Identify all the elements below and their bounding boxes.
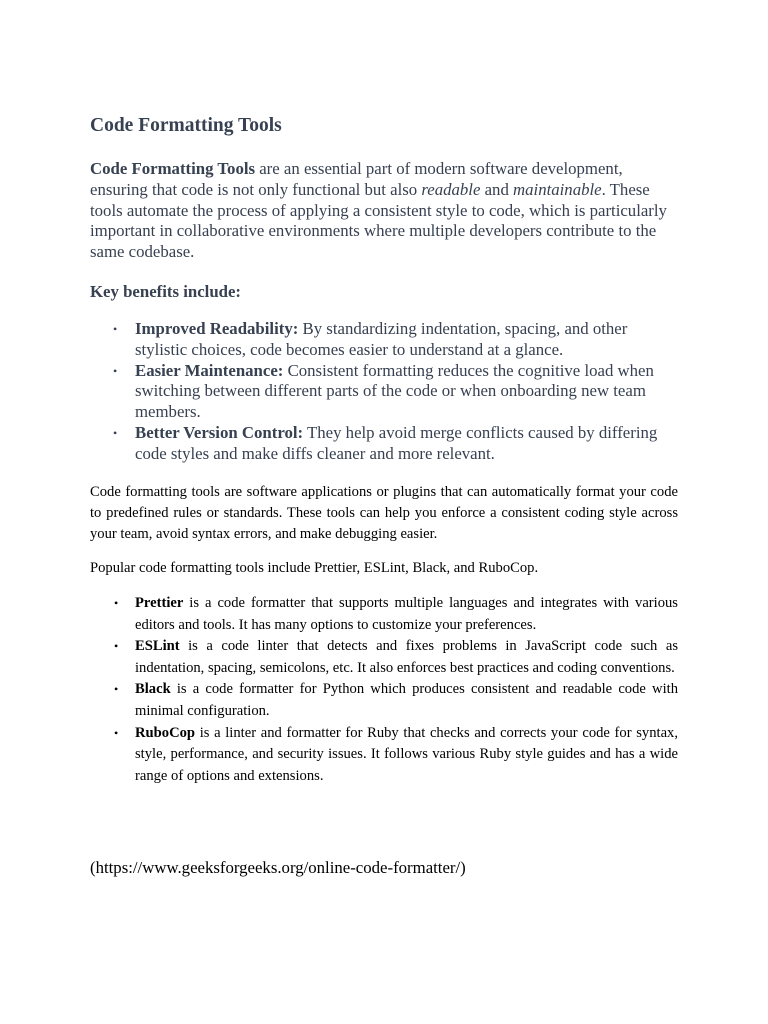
benefit-term: Easier Maintenance:	[135, 360, 284, 380]
bullet-icon: •	[113, 425, 118, 440]
tool-name: Prettier	[135, 595, 184, 611]
bullet-icon: •	[113, 363, 118, 378]
list-item	[90, 423, 680, 465]
benefit-description: By standardizing indentation, spacing, and other stylistic choices, code becomes easier to understand at a glance.	[135, 319, 628, 359]
bullet-icon: •	[114, 725, 119, 740]
tool-description: is a code formatter for Python which produces consistent and readable code with minimal configuration.	[135, 681, 678, 719]
intro-text-1: are an essential part of modern software development, ensuring that code is not only functional but also	[90, 159, 623, 199]
intro-paragraph	[90, 159, 680, 263]
list-item	[90, 361, 680, 423]
benefit-description: They help avoid merge conflicts caused by differing code styles and make diffs cleaner and more relevant.	[135, 422, 658, 463]
body-paragraph-1: Code formatting tools are software applications or plugins that can automatically format your code to predefined rules or standards. These tools can help you enforce a consistent coding style across your team, avoid syntax errors, and make debugging easier.	[90, 484, 678, 542]
bullet-icon: •	[114, 596, 119, 610]
list-item	[90, 723, 678, 788]
tool-name: ESLint	[135, 638, 180, 655]
tool-name: Black	[135, 681, 171, 698]
bullet-icon: •	[114, 682, 119, 697]
intro-text-3: . These tools automate the process of applying a consistent style to code, which is particularly important in collaborative environments where multiple developers contribute to the same codebase.	[90, 179, 667, 262]
benefit-term: Improved Readability:	[135, 319, 299, 338]
intro-text-2: and	[480, 179, 514, 199]
bullet-icon: •	[114, 639, 119, 654]
list-item	[90, 679, 678, 722]
source-link[interactable]: (https://www.geeksforgeeks.org/online-code-formatter/)	[90, 858, 466, 877]
tool-description: is a code linter that detects and fixes problems in JavaScript code such as indentation, spacing, semicolons, etc. It also enforces best practices and coding conventions.	[135, 638, 678, 676]
benefit-description: Consistent formatting reduces the cognitive load when switching between different parts of the code or when onboarding new team members.	[135, 360, 654, 422]
list-item	[90, 319, 680, 361]
list-item	[90, 636, 678, 679]
bullet-icon: •	[113, 322, 118, 336]
tools-list	[90, 593, 678, 787]
tool-name: RuboCop	[135, 724, 196, 741]
intro-bold-lead: Code Formatting Tools	[90, 159, 256, 178]
document-title: Code Formatting Tools	[90, 115, 282, 136]
key-benefits-heading: Key benefits include:	[90, 282, 242, 301]
intro-italic-readable: readable	[421, 179, 481, 199]
tool-description: is a linter and formatter for Ruby that checks and corrects your code for syntax, style, performance, and security issues. It follows various Ruby style guides and has a wide range of options and extensions.	[135, 724, 678, 784]
intro-italic-maintainable: maintainable	[513, 179, 602, 199]
benefits-list	[90, 319, 680, 465]
tool-description: is a code formatter that supports multiple languages and integrates with various editors and tools. It has many options to customize your preferences.	[135, 595, 678, 633]
benefit-term: Better Version Control:	[135, 422, 304, 442]
body-paragraph-2: Popular code formatting tools include Prettier, ESLint, Black, and RuboCop.	[90, 560, 539, 576]
list-item	[90, 593, 678, 636]
